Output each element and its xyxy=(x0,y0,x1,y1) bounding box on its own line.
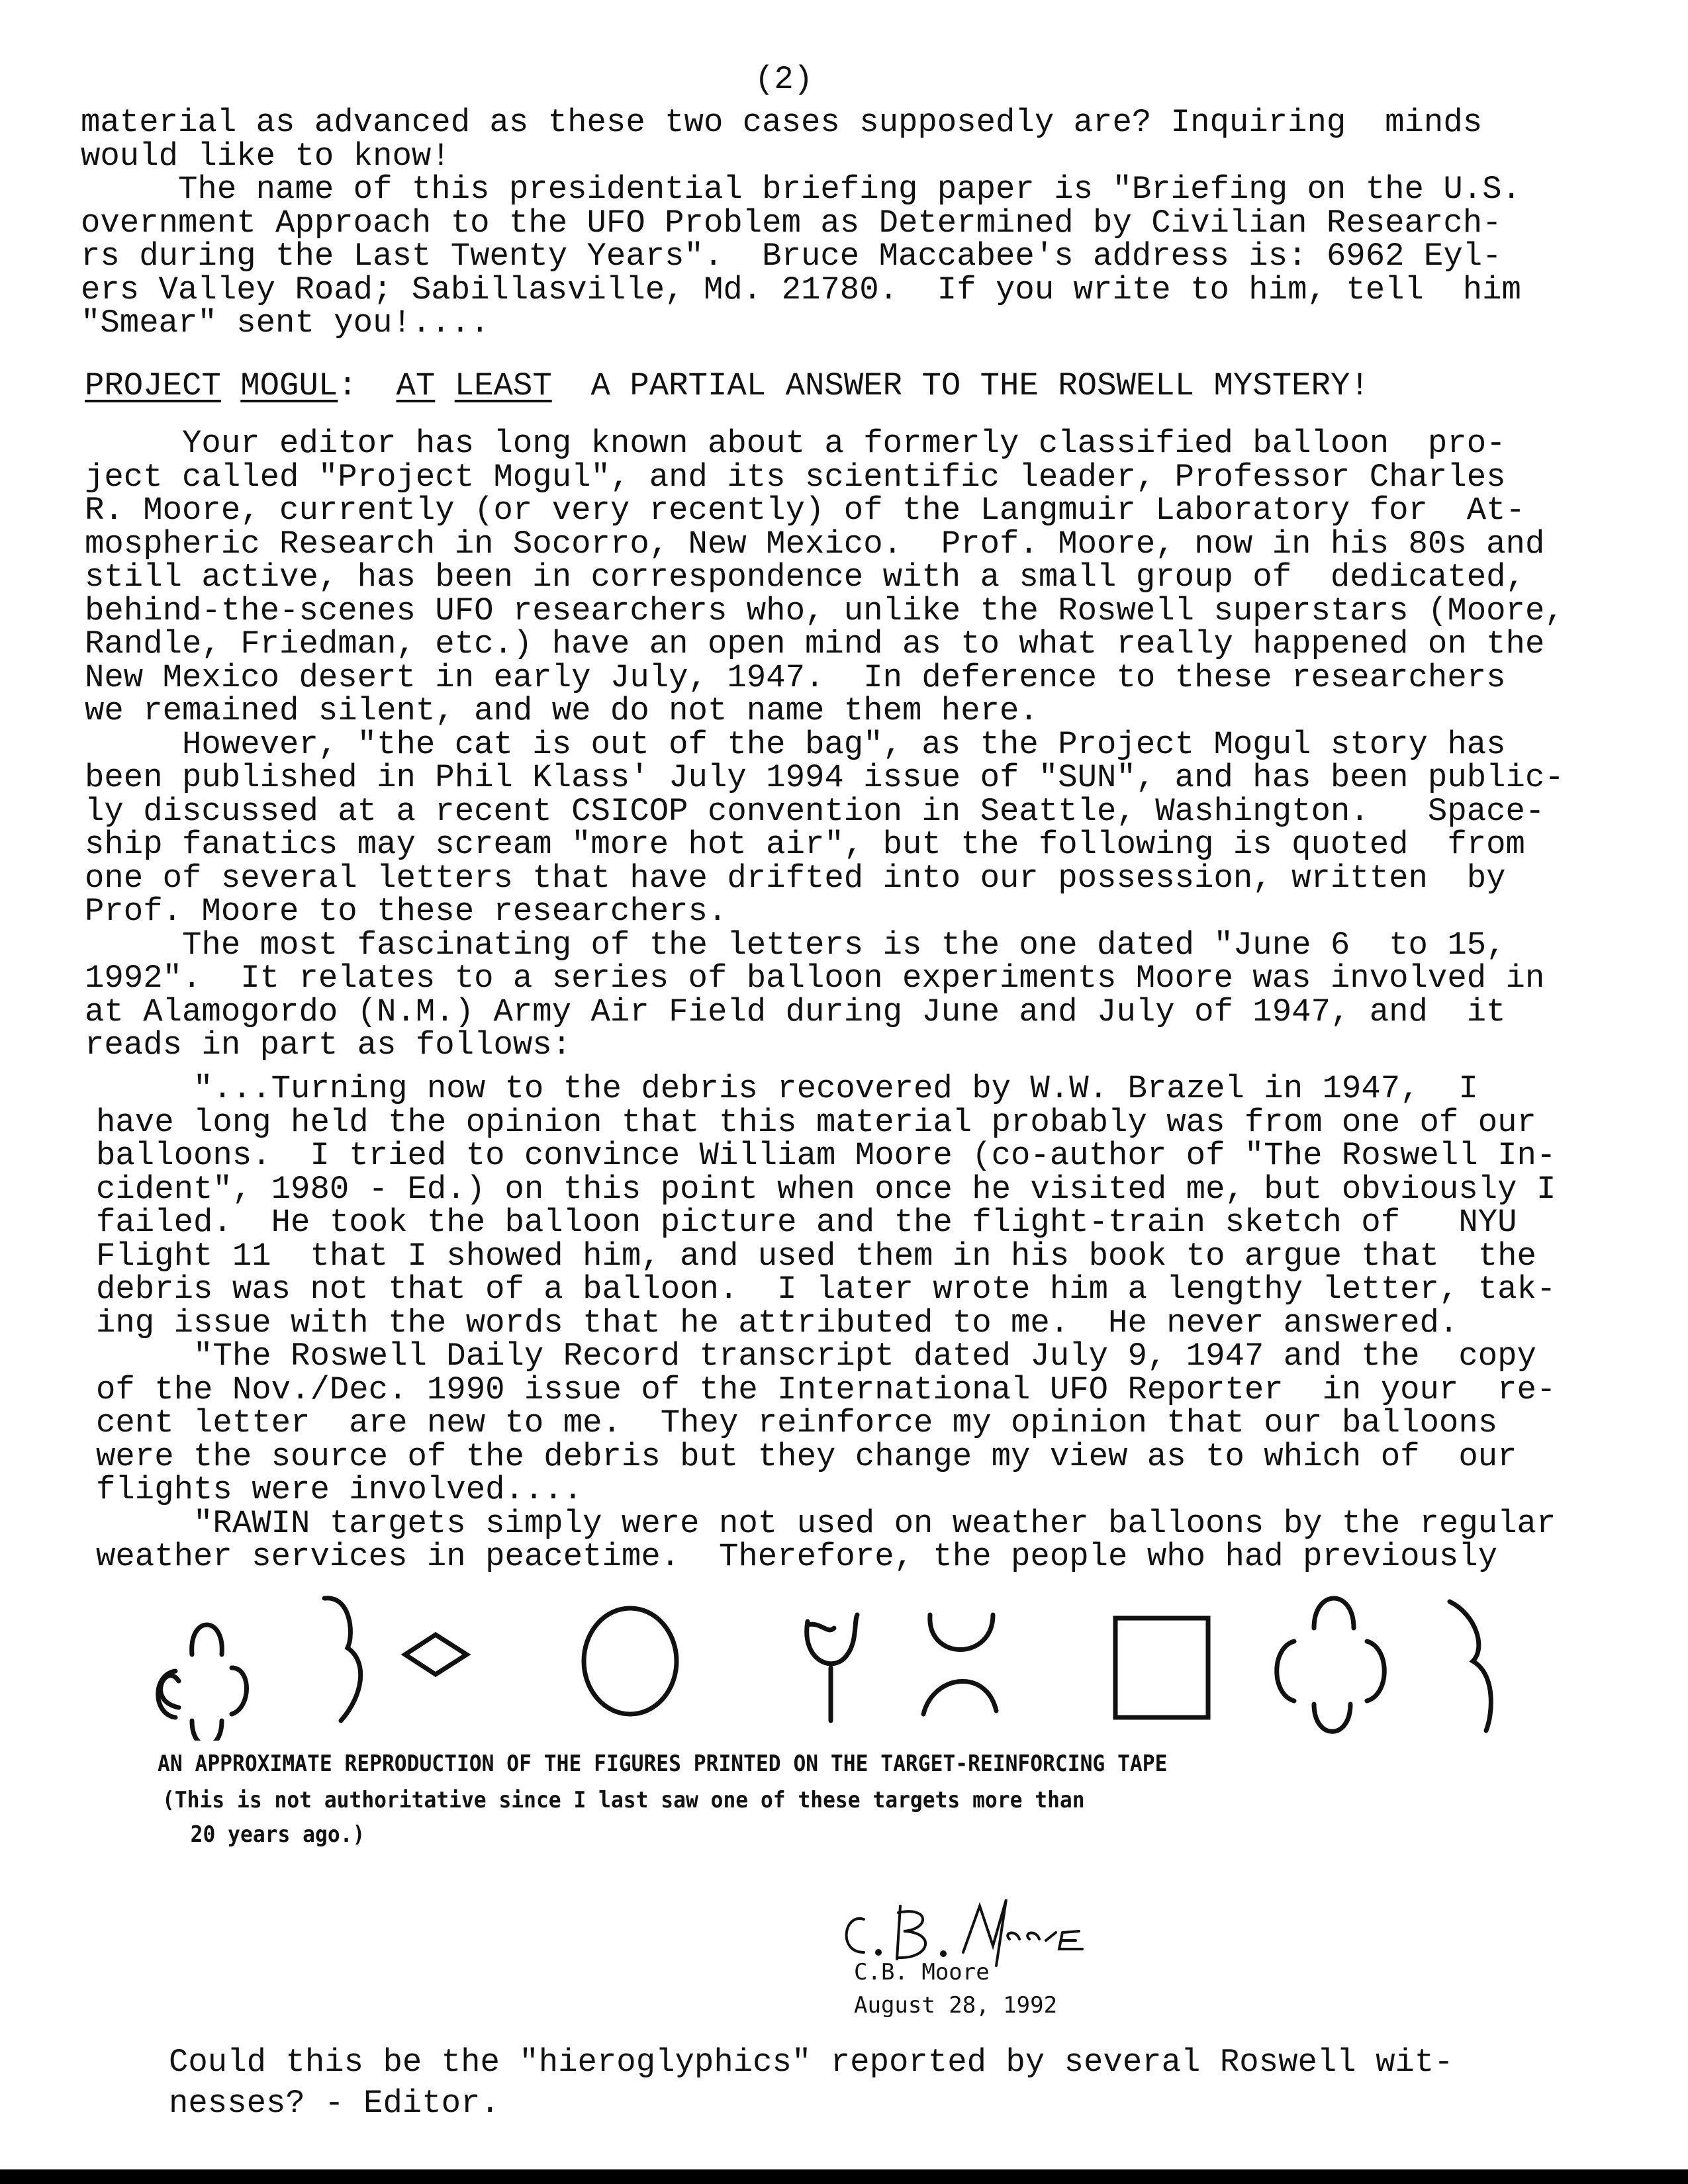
circle-figure xyxy=(584,1608,677,1714)
text-line: "...Turning now to the debris recovered by W.W. Brazel in 1947, I xyxy=(96,1070,1478,1107)
text-line: have long held the opinion that this material probably was from one of our xyxy=(96,1103,1536,1141)
text-line: debris was not that of a balloon. I later wrote him a lengthy letter, tak- xyxy=(96,1271,1556,1308)
heading-project: PROJECT xyxy=(85,367,221,404)
signer-name: C.B. Moore xyxy=(854,1959,990,1985)
text-line: overnment Approach to the UFO Problem as Determined by Civilian Research- xyxy=(81,204,1502,242)
text-line: cident", 1980 - Ed.) on this point when once he visited me, but obviously I xyxy=(96,1170,1556,1208)
text-line: been published in Phil Klass' July 1994 issue of "SUN", and has been public- xyxy=(85,759,1564,796)
page-number: (2) xyxy=(755,61,814,98)
text-line: Could this be the "hieroglyphics" reported by several Roswell wit- xyxy=(169,2044,1454,2081)
text-line: rs during the Last Twenty Years". Bruce Maccabee's address is: 6962 Eyl- xyxy=(81,238,1502,275)
text-line: Randle, Friedman, etc.) have an open mind as to what really happened on the xyxy=(85,625,1545,662)
text-line: ship fanatics may scream "more hot air", but the following is quoted from xyxy=(85,826,1525,863)
text-line: we remained silent, and we do not name them here. xyxy=(85,692,1039,729)
opposed-arcs-figure xyxy=(923,1615,996,1714)
text-line: "The Roswell Daily Record transcript dated July 9, 1947 and the copy xyxy=(96,1338,1536,1375)
text-line: flights were involved.... xyxy=(96,1471,583,1508)
text-line: "RAWIN targets simply were not used on weather balloons by the regular xyxy=(96,1504,1556,1542)
text-line: nesses? - Editor. xyxy=(169,2085,500,2122)
text-line: failed. He took the balloon picture and the flight-train sketch of NYU xyxy=(96,1204,1517,1241)
diamond-figure xyxy=(405,1635,467,1674)
text-line: New Mexico desert in early July, 1947. In deference to these researchers xyxy=(85,659,1506,696)
heading-least: LEAST xyxy=(454,367,552,404)
quatrefoil-figure xyxy=(158,1625,247,1741)
text-line: "Smear" sent you!.... xyxy=(81,304,490,341)
text-line: would like to know! xyxy=(81,137,451,175)
target-tape-figures xyxy=(132,1588,1556,1741)
text-line: ject called "Project Mogul", and its scientific leader, Professor Charles xyxy=(85,458,1506,496)
caption-line: (This is not authoritative since I last saw one of these targets more than xyxy=(162,1787,1085,1813)
text-line: ers Valley Road; Sabillasville, Md. 21780. If you write to him, tell him xyxy=(81,271,1521,308)
intro-paragraph xyxy=(81,106,1521,340)
text-line: ly discussed at a recent CSICOP convention in Seattle, Washington. Space- xyxy=(85,792,1545,830)
text-line: behind-the-scenes UFO researchers who, unlike the Roswell superstars (Moore, xyxy=(85,592,1564,629)
text-line: weather services in peacetime. Therefore, the people who had previously xyxy=(96,1538,1498,1575)
text-line: R. Moore, currently (or very recently) of the Langmuir Laboratory for At- xyxy=(85,492,1525,529)
editor-note xyxy=(169,2042,1454,2124)
heading-mogul: MOGUL xyxy=(240,367,338,404)
quoted-letter xyxy=(96,1072,1556,1574)
square-figure xyxy=(1115,1618,1208,1717)
text-line: material as advanced as these two cases supposedly are? Inquiring minds xyxy=(81,104,1483,141)
text-line: ing issue with the words that he attributed to me. He never answered. xyxy=(96,1304,1459,1342)
text-line: at Alamogordo (N.M.) Army Air Field during June and July of 1947, and it xyxy=(85,993,1506,1030)
text-line: However, "the cat is out of the bag", as the Project Mogul story has xyxy=(85,725,1506,763)
text-line: of the Nov./Dec. 1990 issue of the International UFO Reporter in your re- xyxy=(96,1371,1556,1408)
caption-line: AN APPROXIMATE REPRODUCTION OF THE FIGURES PRINTED ON THE TARGET-REINFORCING TAPE xyxy=(158,1751,1168,1777)
text-line: Prof. Moore to these researchers. xyxy=(85,893,727,930)
text-line: The most fascinating of the letters is the one dated "June 6 to 15, xyxy=(85,926,1506,964)
quatrefoil-figure xyxy=(1277,1598,1385,1731)
text-line: one of several letters that have drifted into our possession, written by xyxy=(85,859,1506,897)
hook-figure xyxy=(324,1598,361,1721)
text-line: Flight 11 that I showed him, and used them in his book to argue that the xyxy=(96,1237,1536,1275)
text-line: Your editor has long known about a formerly classified balloon pro- xyxy=(85,425,1506,462)
heading-colon: : xyxy=(338,367,397,404)
scan-edge-bar xyxy=(0,2169,1688,2184)
flower-stem-figure xyxy=(807,1615,857,1721)
body-text xyxy=(85,427,1564,1062)
text-line: 1992". It relates to a series of balloon experiments Moore was involved in xyxy=(85,960,1545,997)
heading-rest: A PARTIAL ANSWER TO THE ROSWELL MYSTERY! xyxy=(551,367,1370,404)
text-line: reads in part as follows: xyxy=(85,1026,572,1064)
hook-figure xyxy=(1450,1602,1491,1731)
text-line: still active, has been in correspondence with a small group of dedicated, xyxy=(85,559,1525,596)
text-line: balloons. I tried to convince William Moore (co-author of "The Roswell In- xyxy=(96,1137,1556,1174)
text-line: cent letter are new to me. They reinforce my opinion that our balloons xyxy=(96,1404,1498,1441)
text-line: mospheric Research in Socorro, New Mexico. Prof. Moore, now in his 80s and xyxy=(85,525,1545,563)
section-heading xyxy=(85,367,1370,404)
caption-line: 20 years ago.) xyxy=(165,1821,365,1848)
text-line: were the source of the debris but they change my view as to which of our xyxy=(96,1437,1517,1475)
heading-at: AT xyxy=(396,367,436,404)
letter-date: August 28, 1992 xyxy=(854,1992,1058,2019)
text-line: The name of this presidential briefing paper is "Briefing on the U.S. xyxy=(81,171,1521,208)
